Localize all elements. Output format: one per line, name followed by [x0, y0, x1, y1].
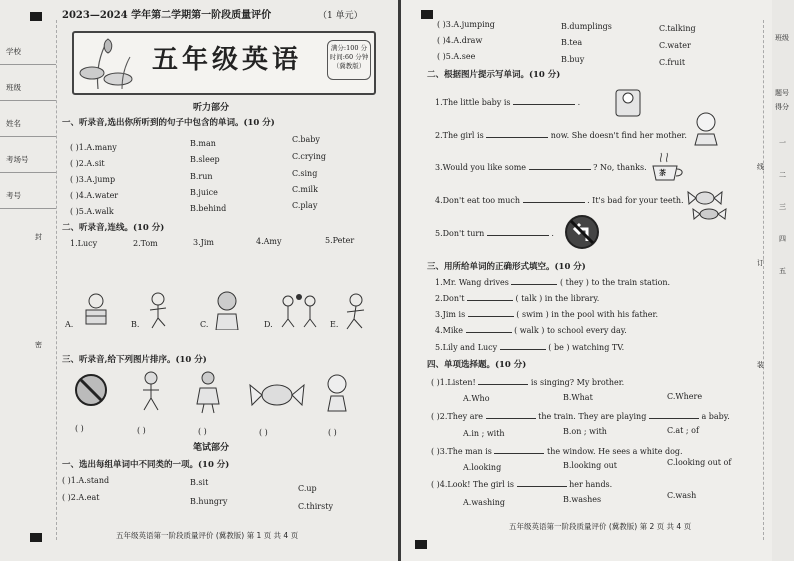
exam-page-3-edge: [772, 0, 794, 561]
w2-item-1: 1.The little baby is .: [435, 98, 581, 107]
answer-blank[interactable]: [513, 98, 575, 105]
boys-playing-football-icon: [278, 293, 320, 329]
binding-char-ding: 订: [757, 259, 764, 267]
section-number: 二: [779, 171, 786, 179]
q1-option-b: B.behind: [190, 204, 227, 213]
boy-running-icon: [342, 292, 368, 332]
answer-blank[interactable]: [517, 480, 567, 487]
corner-mark: [421, 10, 433, 19]
candies-icon: [685, 186, 729, 224]
name-field[interactable]: 姓名: [0, 112, 56, 137]
q2-title: 二、听录音,连线。(10 分): [62, 223, 165, 233]
q3-title: 三、听录音,给下列图片排序。(10 分): [62, 355, 207, 365]
seal-char-mi: 密: [35, 341, 42, 349]
girl-jumping-icon: [143, 290, 173, 330]
w4-q2-option-b[interactable]: B.on ; with: [563, 427, 607, 436]
q2-letter-d: D.: [264, 320, 273, 329]
w4-title: 四、单项选择题。(10 分): [427, 360, 527, 370]
w1-option-a[interactable]: ( )3.A.jumping: [437, 20, 495, 29]
section-number: 一: [779, 139, 786, 147]
question-number-label: 题号: [775, 89, 789, 97]
q1-option-a[interactable]: ( )4.A.water: [70, 191, 119, 200]
boy-walking-icon: [138, 370, 164, 412]
binding-char-xian: 线: [757, 163, 764, 171]
score-label: 得分: [775, 103, 789, 111]
candy-icon: [248, 378, 306, 412]
school-field[interactable]: 学校: [0, 40, 56, 65]
w4-q2-option-a[interactable]: A.in ; with: [463, 429, 505, 438]
q3-bracket-2[interactable]: ( ): [137, 426, 146, 435]
section-number: 四: [779, 235, 786, 243]
w3-item-2: 2.Don't ( talk ) in the library.: [435, 294, 600, 303]
q1-option-a[interactable]: ( )2.A.sit: [70, 159, 105, 168]
girl-singing-icon: [210, 290, 244, 330]
full-score: 满分:100 分: [330, 44, 368, 52]
tea-label: 茶: [659, 168, 666, 177]
girl-dancing-icon: [192, 368, 224, 414]
answer-blank[interactable]: [467, 294, 513, 301]
q1-option-c: C.milk: [292, 185, 318, 194]
section-number: 五: [779, 267, 786, 275]
w2-item-5: 5.Don't turn .: [435, 229, 554, 238]
no-crying-sign-icon: [74, 372, 108, 408]
w1-option-c: C.fruit: [659, 58, 686, 67]
answer-blank[interactable]: [487, 229, 549, 236]
answer-blank[interactable]: [523, 196, 585, 203]
q2-name-amy: 4.Amy: [256, 237, 282, 246]
q1-option-a[interactable]: ( )3.A.jump: [70, 175, 116, 184]
section-number: 三: [779, 203, 786, 211]
q1-option-a[interactable]: ( )5.A.walk: [70, 207, 114, 216]
answer-blank[interactable]: [649, 412, 699, 419]
w4-q4-option-b[interactable]: B.washes: [563, 495, 602, 504]
answer-blank[interactable]: [466, 326, 512, 333]
w4-q4-option-c[interactable]: C.wash: [667, 491, 697, 500]
q1-option-c: C.sing: [292, 169, 318, 178]
corner-mark: [30, 533, 42, 542]
listening-header: 听力部分: [193, 103, 230, 113]
w1-title: 一、选出每组单词中不同类的一项。(10 分): [62, 460, 230, 470]
q1-option-b: B.juice: [190, 188, 218, 197]
q2-letter-a: A.: [65, 320, 74, 329]
w2-item-2: 2.The girl is now. She doesn't find her mother.: [435, 131, 687, 140]
w3-item-5: 5.Lily and Lucy ( be ) watching TV.: [435, 343, 625, 352]
time-limit: 时间:60 分钟: [329, 53, 369, 61]
w4-q1-option-a[interactable]: A.Who: [463, 394, 490, 403]
answer-blank[interactable]: [478, 378, 528, 385]
w1-option-b: B.hungry: [190, 497, 228, 506]
w3-title: 三、用所给单词的正确形式填空。(10 分): [427, 262, 586, 272]
q3-bracket-3[interactable]: ( ): [198, 427, 207, 436]
exam-title: 五年级英语: [152, 45, 303, 75]
w1-option-a[interactable]: ( )5.A.see: [437, 52, 476, 61]
class-field: 班级: [775, 34, 789, 42]
q1-option-c: C.crying: [292, 152, 327, 161]
seal-line: [56, 20, 57, 540]
answer-blank[interactable]: [486, 131, 548, 138]
lotus-icon: [78, 29, 138, 93]
w1-option-a[interactable]: ( )2.A.eat: [62, 493, 100, 502]
answer-blank[interactable]: [511, 278, 557, 285]
w4-q1-option-c[interactable]: C.Where: [667, 392, 703, 401]
w1-option-b: B.tea: [561, 38, 583, 47]
w4-q3-option-c[interactable]: C.looking out of: [667, 458, 732, 467]
exam-number-field[interactable]: 考号: [0, 184, 56, 209]
baby-sleeping-icon: [613, 84, 643, 120]
page-footer: 五年级英语第一阶段质量评价 (冀教版) 第 2 页 共 4 页: [509, 522, 692, 531]
boy-reading-icon: [80, 292, 112, 330]
exam-room-field[interactable]: 考场号: [0, 148, 56, 173]
class-field[interactable]: 班级: [0, 76, 56, 101]
w2-title: 二、根据图片提示写单词。(10 分): [427, 70, 561, 80]
q1-option-c: C.baby: [292, 135, 320, 144]
exam-page-2: [401, 0, 794, 561]
written-header: 笔试部分: [193, 443, 230, 453]
q1-option-b: B.sleep: [190, 155, 220, 164]
w1-option-b: B.buy: [561, 55, 585, 64]
w1-option-c: C.up: [298, 484, 317, 493]
corner-mark: [415, 540, 427, 549]
q2-name-peter: 5.Peter: [325, 236, 355, 245]
q1-option-b: B.man: [190, 139, 216, 148]
q2-letter-e: E.: [330, 320, 339, 329]
girl-crying-icon: [691, 110, 721, 146]
unit-label: （1 单元）: [318, 11, 363, 21]
w1-option-c: C.thirsty: [298, 502, 333, 511]
tea-cup-icon: [647, 152, 687, 184]
w4-q1-option-b[interactable]: B.What: [563, 393, 593, 402]
q2-name-jim: 3.Jim: [193, 238, 214, 247]
w4-q3-option-b[interactable]: B.looking out: [563, 461, 618, 470]
score-box: [327, 40, 371, 80]
no-left-turn-sign-icon: [563, 213, 601, 251]
q3-bracket-4[interactable]: ( ): [259, 428, 268, 437]
binding-char-zhuang: 装: [757, 361, 764, 369]
w2-item-3: 3.Would you like some ? No, thanks.: [435, 163, 647, 172]
girl-crying-icon: [322, 372, 352, 412]
q1-option-a[interactable]: ( )1.A.many: [70, 143, 117, 152]
answer-blank[interactable]: [529, 163, 591, 170]
w4-q4: ( )4.Look! The girl is her hands.: [431, 480, 613, 489]
answer-blank[interactable]: [468, 310, 514, 317]
w3-item-4: 4.Mike ( walk ) to school every day.: [435, 326, 627, 335]
q2-letter-c: C.: [200, 320, 209, 329]
answer-blank[interactable]: [486, 412, 536, 419]
corner-mark: [30, 12, 42, 21]
q1-option-b: B.run: [190, 172, 213, 181]
q2-letter-b: B.: [131, 320, 140, 329]
w1-option-b: B.dumplings: [561, 22, 612, 31]
w4-q1: ( )1.Listen! is singing? My brother.: [431, 378, 625, 387]
q2-name-lucy: 1.Lucy: [70, 239, 98, 248]
q1-option-c: C.play: [292, 201, 318, 210]
seal-char-feng: 封: [35, 233, 42, 241]
w1-option-a[interactable]: ( )4.A.draw: [437, 36, 483, 45]
w2-item-4: 4.Don't eat too much . It's bad for your teeth.: [435, 196, 684, 205]
w1-option-c: C.water: [659, 41, 691, 50]
title-box: [72, 31, 376, 95]
w3-item-3: 3.Jim is ( swim ) in the pool with his father.: [435, 310, 659, 319]
q1-title: 一、听录音,选出你所听到的句子中包含的单词。(10 分): [62, 118, 275, 128]
w1-option-a[interactable]: ( )1.A.stand: [62, 476, 110, 485]
binding-line: [763, 20, 764, 540]
w4-q4-option-a[interactable]: A.washing: [463, 498, 506, 507]
w1-option-b: B.sit: [190, 478, 209, 487]
w4-q2: ( )2.They are the train. They are playing a baby.: [431, 412, 730, 421]
w4-q2-option-c[interactable]: C.at ; of: [667, 426, 699, 435]
answer-blank[interactable]: [500, 343, 546, 350]
q3-bracket-1[interactable]: ( ): [75, 424, 84, 433]
w3-item-1: 1.Mr. Wang drives ( they ) to the train station.: [435, 278, 671, 287]
w4-q3: ( )3.The man is the window. He sees a white dog.: [431, 447, 683, 456]
w1-option-c: C.talking: [659, 24, 696, 33]
page-footer: 五年级英语第一阶段质量评价 (冀教版) 第 1 页 共 4 页: [116, 531, 299, 540]
edition: （冀教版）: [332, 62, 366, 70]
answer-blank[interactable]: [494, 447, 544, 454]
q3-bracket-5[interactable]: ( ): [328, 428, 337, 437]
w4-q3-option-a[interactable]: A.looking: [463, 463, 502, 472]
exam-header: 2023—2024 学年第二学期第一阶段质量评价: [62, 10, 272, 21]
q2-name-tom: 2.Tom: [133, 239, 158, 248]
